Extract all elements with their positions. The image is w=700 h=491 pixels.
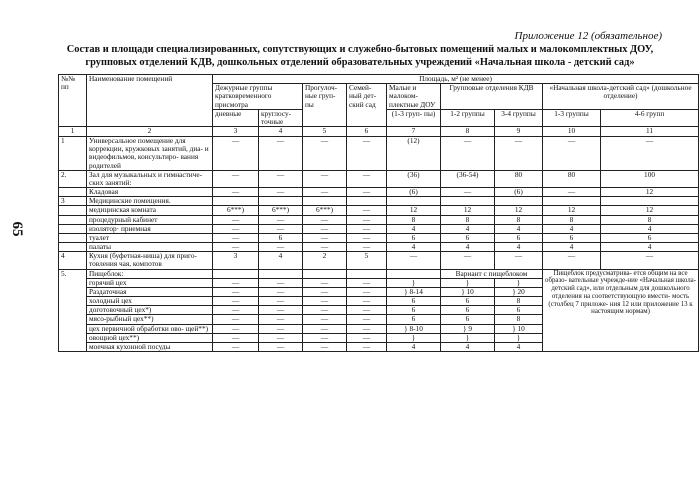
col-number: 9: [495, 127, 543, 137]
table-row: [59, 243, 699, 252]
header-duty-round: круглосу- точные: [259, 109, 303, 126]
area-cell: 6: [387, 297, 441, 306]
row-number: 5.: [59, 269, 87, 352]
room-name: процедурный кабинет: [87, 215, 213, 224]
area-cell: 4: [387, 243, 441, 252]
variant-label: Вариант с пищеблоком: [441, 269, 543, 278]
area-cell: (12): [387, 137, 441, 171]
room-name: Медицинские помещения.: [87, 197, 213, 206]
area-cell: 80: [495, 170, 543, 187]
area-cell: (6): [495, 188, 543, 197]
col-number: 2: [87, 127, 213, 137]
area-cell: 12: [441, 206, 495, 215]
area-cell: —: [259, 287, 303, 296]
area-cell: [387, 197, 441, 206]
area-cell: —: [213, 170, 259, 187]
area-cell: —: [259, 333, 303, 342]
area-cell: 6: [387, 306, 441, 315]
area-cell: —: [303, 333, 347, 342]
table-row: [59, 252, 699, 269]
area-cell: 6: [495, 306, 543, 315]
room-name: Кухня (буфетная-ниша) для приго- товления чая, компотов: [87, 252, 213, 269]
area-cell: —: [441, 137, 495, 171]
area-cell: 4: [495, 243, 543, 252]
area-cell: 6: [387, 233, 441, 242]
area-cell: —: [543, 252, 601, 269]
area-cell: 6: [387, 315, 441, 324]
area-cell: 6: [441, 315, 495, 324]
area-cell: —: [347, 324, 387, 333]
area-cell: —: [347, 188, 387, 197]
area-cell: 4: [495, 342, 543, 351]
room-name: Зал для музыкальных и гимнастиче- ских занятий:: [87, 170, 213, 187]
area-cell: —: [303, 315, 347, 324]
header-small: Малые и малоком- плектные ДОУ: [387, 84, 441, 110]
area-cell: —: [303, 324, 347, 333]
room-name: овощной цех**): [87, 333, 213, 342]
area-cell: —: [213, 324, 259, 333]
row-number: [59, 215, 87, 224]
table-row: [59, 206, 699, 215]
area-cell: }: [387, 278, 441, 287]
area-cell: 4: [441, 243, 495, 252]
area-cell: 100: [601, 170, 699, 187]
area-cell: 8: [495, 315, 543, 324]
room-name: Пищеблок:: [87, 269, 213, 278]
col-number: 5: [303, 127, 347, 137]
empty-cell: [303, 269, 347, 278]
row-number: [59, 206, 87, 215]
area-cell: —: [259, 170, 303, 187]
main-rows: [59, 137, 699, 270]
room-name: мясо-рыбный цех**): [87, 315, 213, 324]
room-name: цех первичной обработки ово- щей**): [87, 324, 213, 333]
area-cell: —: [213, 188, 259, 197]
area-cell: —: [303, 342, 347, 351]
area-cell: 4: [543, 243, 601, 252]
area-cell: —: [213, 215, 259, 224]
area-cell: —: [303, 278, 347, 287]
header-kdv-a: 1-2 группы: [441, 109, 495, 126]
area-cell: —: [347, 170, 387, 187]
area-cell: 4: [601, 224, 699, 233]
table-row: [59, 224, 699, 233]
area-cell: —: [347, 287, 387, 296]
header-kdv-b: 3-4 группы: [495, 109, 543, 126]
area-cell: —: [213, 333, 259, 342]
area-cell: [259, 197, 303, 206]
document-title: [60, 44, 660, 69]
area-cell: } 8-14: [387, 287, 441, 296]
empty-cell: [347, 269, 387, 278]
row-number: [59, 233, 87, 242]
area-cell: 8: [495, 297, 543, 306]
area-cell: [543, 197, 601, 206]
area-cell: } 8-10: [387, 324, 441, 333]
area-cell: —: [601, 252, 699, 269]
area-cell: 6: [441, 233, 495, 242]
area-cell: 3: [213, 252, 259, 269]
pishcheblok-note: Пищеблок предусматрива- ется общим на все образо- вательные учрежде-ние «Начальная школа-детский сад», или отдельным для дошкольного отделения на соответствующую вмести- мость (столбец 7 приложе- ния 12 или приложение 13 к настоящим нормам): [543, 269, 699, 352]
row-number: 3: [59, 197, 87, 206]
col-number: 3: [213, 127, 259, 137]
area-cell: 4: [387, 224, 441, 233]
col-number: 1: [59, 127, 87, 137]
header-duty-day: дневные: [213, 109, 259, 126]
area-cell: —: [213, 297, 259, 306]
row-number: 4: [59, 252, 87, 269]
area-cell: —: [543, 137, 601, 171]
table-row: [59, 269, 699, 278]
header-school: «Начальная школа-детский сад» (дошкольное отделение): [543, 84, 699, 110]
title-line-1: Состав и площади специализированных, сопутствующих и служебно-бытовых помещений малых и малокомплектных ДОУ,: [66, 44, 654, 55]
area-cell: —: [303, 297, 347, 306]
area-cell: —: [213, 224, 259, 233]
area-cell: }: [495, 333, 543, 342]
room-name: медицинская комната: [87, 206, 213, 215]
row-number: 1: [59, 137, 87, 171]
row-number: [59, 188, 87, 197]
table-row: [59, 197, 699, 206]
col-number: 4: [259, 127, 303, 137]
table-row: [59, 170, 699, 187]
area-cell: 12: [601, 206, 699, 215]
area-cell: [601, 197, 699, 206]
area-cell: 12: [387, 206, 441, 215]
empty-cell: [213, 269, 259, 278]
area-cell: —: [259, 215, 303, 224]
table-row: [59, 188, 699, 197]
area-cell: }: [387, 333, 441, 342]
area-cell: —: [495, 137, 543, 171]
area-cell: —: [213, 243, 259, 252]
area-cell: (36): [387, 170, 441, 187]
header-small-sub: (1-3 груп- пы): [387, 109, 441, 126]
area-cell: 8: [601, 215, 699, 224]
area-cell: —: [303, 137, 347, 171]
column-number-row: [59, 127, 699, 137]
area-cell: —: [259, 306, 303, 315]
area-cell: —: [303, 170, 347, 187]
area-cell: —: [347, 224, 387, 233]
area-cell: }: [441, 333, 495, 342]
area-cell: —: [347, 243, 387, 252]
area-cell: —: [259, 315, 303, 324]
area-cell: —: [303, 233, 347, 242]
area-cell: —: [347, 315, 387, 324]
area-cell: 8: [441, 215, 495, 224]
room-name: туалет: [87, 233, 213, 242]
area-cell: 12: [601, 188, 699, 197]
area-cell: —: [259, 243, 303, 252]
row-number: 2.: [59, 170, 87, 187]
col-number: 11: [601, 127, 699, 137]
area-cell: —: [213, 233, 259, 242]
area-cell: 6***): [303, 206, 347, 215]
row-number: [59, 224, 87, 233]
col-number: 7: [387, 127, 441, 137]
area-cell: —: [259, 188, 303, 197]
area-cell: 4: [259, 252, 303, 269]
room-name: горячий цех: [87, 278, 213, 287]
area-cell: 5: [347, 252, 387, 269]
header-kdv: Групповые отделения КДВ: [441, 84, 543, 110]
area-cell: 4: [441, 224, 495, 233]
appendix-label: Приложение 12 (обязательное): [514, 30, 662, 42]
area-cell: 6: [543, 233, 601, 242]
area-cell: —: [259, 224, 303, 233]
header-row-1: [59, 75, 699, 84]
area-cell: [495, 197, 543, 206]
empty-cell: [259, 269, 303, 278]
area-cell: —: [347, 137, 387, 171]
table-row: [59, 215, 699, 224]
row-number: [59, 243, 87, 252]
room-name: изолятор· приемная: [87, 224, 213, 233]
area-cell: —: [303, 215, 347, 224]
area-cell: 8: [495, 215, 543, 224]
area-cell: } 9: [441, 324, 495, 333]
table-row: [59, 233, 699, 242]
table-row: [59, 137, 699, 171]
area-cell: —: [303, 243, 347, 252]
area-cell: —: [213, 287, 259, 296]
area-cell: [441, 197, 495, 206]
area-cell: [213, 197, 259, 206]
area-cell: 6***): [213, 206, 259, 215]
header-family: Семей- ный дет- ский сад: [347, 84, 387, 127]
area-cell: (36-54): [441, 170, 495, 187]
header-school-a: 1-3 группы: [543, 109, 601, 126]
header-area: Площадь, м² (не менее): [213, 75, 699, 84]
area-cell: (6): [387, 188, 441, 197]
area-cell: } 10: [495, 324, 543, 333]
area-cell: —: [601, 137, 699, 171]
room-name: Универсальное помещение для коррекции, кружковых занятий, диа- и видеофильмов, консультиро- вания родителей: [87, 137, 213, 171]
room-name: Раздаточная: [87, 287, 213, 296]
header-num: №№ пп: [59, 75, 87, 127]
title-line-2: групповых отделений КДВ, дошкольных отделений образовательных учреждений «Начальная школа - детский сад»: [85, 56, 635, 68]
area-cell: —: [441, 188, 495, 197]
area-cell: —: [303, 306, 347, 315]
pishcheblok-rows: [59, 269, 699, 352]
area-cell: 6: [259, 233, 303, 242]
area-cell: —: [259, 342, 303, 351]
room-name: Кладовая: [87, 188, 213, 197]
room-name: холодный цех: [87, 297, 213, 306]
area-cell: —: [213, 315, 259, 324]
area-cell: 80: [543, 170, 601, 187]
area-cell: 6: [495, 233, 543, 242]
header-name: Наименование помещений: [87, 75, 213, 127]
col-number: 8: [441, 127, 495, 137]
room-name: моечная кухонной посуды: [87, 342, 213, 351]
area-cell: —: [259, 278, 303, 287]
area-cell: 6: [441, 306, 495, 315]
area-cell: 4: [601, 243, 699, 252]
area-cell: 6***): [259, 206, 303, 215]
page-number: 65: [9, 221, 26, 237]
area-cell: 4: [495, 224, 543, 233]
rooms-table: [58, 74, 699, 352]
header-school-b: 4-6 групп: [601, 109, 699, 126]
area-cell: 6: [601, 233, 699, 242]
area-cell: }: [441, 278, 495, 287]
header-walk: Прогулоч- ные груп- пы: [303, 84, 347, 127]
col-number: 6: [347, 127, 387, 137]
area-cell: —: [495, 252, 543, 269]
area-cell: 8: [387, 215, 441, 224]
area-cell: }: [495, 278, 543, 287]
area-cell: 12: [495, 206, 543, 215]
area-cell: 12: [543, 206, 601, 215]
area-cell: 4: [441, 342, 495, 351]
area-cell: —: [347, 342, 387, 351]
area-cell: —: [347, 233, 387, 242]
area-cell: [347, 197, 387, 206]
area-cell: —: [213, 342, 259, 351]
room-name: доготовочный цех*): [87, 306, 213, 315]
area-cell: —: [347, 278, 387, 287]
header-duty: Дежурные группы кратковременного присмотра: [213, 84, 303, 110]
area-cell: —: [347, 215, 387, 224]
area-cell: 8: [543, 215, 601, 224]
area-cell: —: [259, 297, 303, 306]
area-cell: —: [213, 137, 259, 171]
area-cell: —: [347, 297, 387, 306]
area-cell: —: [213, 278, 259, 287]
area-cell: —: [347, 306, 387, 315]
area-cell: —: [303, 224, 347, 233]
col-number: 10: [543, 127, 601, 137]
area-cell: 4: [387, 342, 441, 351]
area-cell: } 10: [441, 287, 495, 296]
area-cell: 2: [303, 252, 347, 269]
area-cell: —: [347, 206, 387, 215]
empty-cell: [387, 269, 441, 278]
room-name: палаты: [87, 243, 213, 252]
area-cell: —: [543, 188, 601, 197]
area-cell: —: [441, 252, 495, 269]
area-cell: 4: [543, 224, 601, 233]
area-cell: —: [387, 252, 441, 269]
area-cell: —: [303, 287, 347, 296]
area-cell: —: [259, 137, 303, 171]
area-cell: [303, 197, 347, 206]
area-cell: —: [303, 188, 347, 197]
area-cell: —: [347, 333, 387, 342]
area-cell: } 20: [495, 287, 543, 296]
area-cell: 6: [441, 297, 495, 306]
area-cell: —: [213, 306, 259, 315]
area-cell: —: [259, 324, 303, 333]
